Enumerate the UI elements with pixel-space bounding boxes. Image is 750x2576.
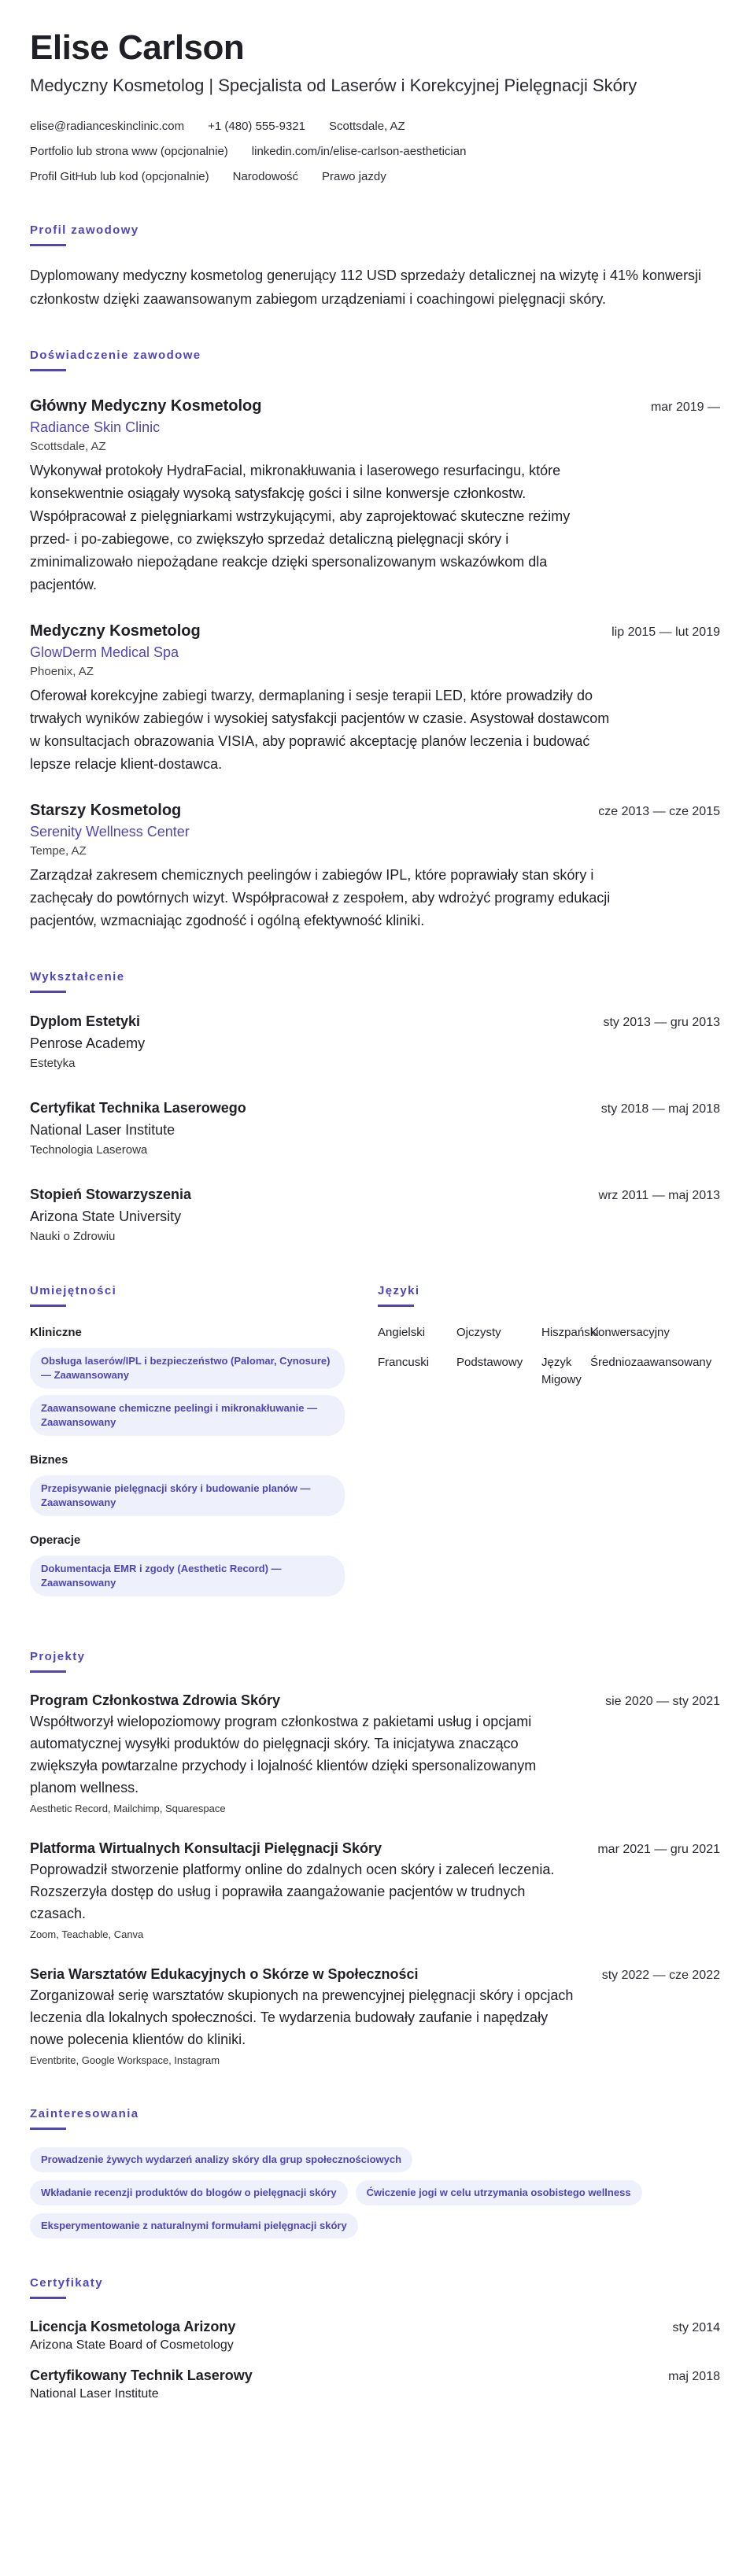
job-location: Phoenix, AZ: [30, 665, 94, 678]
experience-section: [30, 347, 720, 932]
candidate-title: Medyczny Kosmetolog | Specjalista od Laserów i Korekcyjnej Pielęgnacji Skóry: [30, 76, 637, 95]
job-date: mar 2019 —: [650, 400, 720, 414]
education-entry: [30, 1183, 720, 1246]
job-title: Główny Medyczny Kosmetolog: [30, 397, 262, 415]
job-company: Serenity Wellness Center: [30, 824, 190, 840]
project-tools: Aesthetic Record, Mailchimp, Squarespace: [30, 1803, 226, 1814]
skill-group: [30, 1324, 371, 1436]
projects-section: [30, 1648, 720, 2069]
language-name: Hiszpański: [541, 1326, 599, 1339]
language-name: Język Migowy: [541, 1356, 582, 1386]
contact-linkedin[interactable]: linkedin.com/in/elise-carlson-aesthetician: [251, 145, 467, 158]
certificate-issuer: National Laser Institute: [30, 2387, 159, 2401]
project-tools: Zoom, Teachable, Canva: [30, 1928, 144, 1940]
job-entry: [30, 620, 720, 776]
certificate-name: Certyfikowany Technik Laserowy: [30, 2367, 253, 2383]
contact-phone[interactable]: +1 (480) 555-9321: [208, 120, 305, 133]
skill-group: [30, 1452, 371, 1516]
education-date: sty 2018 — maj 2018: [600, 1102, 720, 1116]
section-heading: Języki: [378, 1284, 420, 1297]
project-date: sty 2022 — cze 2022: [601, 1969, 720, 1982]
skill-tag: Przepisywanie pielęgnacji skóry i budowanie planów — Zaawansowany: [30, 1475, 345, 1516]
job-date: lip 2015 — lut 2019: [611, 626, 720, 639]
project-description: Zorganizował serię warsztatów skupionych na prewencyjnej pielęgnacji skóry i opcjach leczenia dla lokalnych społeczności. Te wydarzenia budowały zaufanie i napędzały nowe polecenia klientów do kliniki.: [30, 1987, 574, 2047]
job-title: Starszy Kosmetolog: [30, 802, 182, 819]
contact-row-2: [30, 143, 720, 161]
skill-tag: Dokumentacja EMR i zgody (Aesthetic Record) — Zaawansowany: [30, 1556, 345, 1596]
interests-list: [30, 2147, 707, 2238]
language-row: [378, 1354, 720, 1389]
contact-driving-license: Prawo jazdy: [322, 170, 386, 183]
project-tools: Eventbrite, Google Workspace, Instagram: [30, 2054, 220, 2066]
interest-tag: Prowadzenie żywych wydarzeń analizy skóry dla grup społecznościowych: [30, 2147, 412, 2172]
job-description: Oferował korekcyjne zabiegi twarzy, dermaplaning i sesje terapii LED, które prowadziły do trwałych wyników zabiegów i wysokiej satysfakcji pacjentów w czasie. Asystował dostawcom w konsultacjach obrazowania VISIA, aby poprawić akceptację planów leczenia i budować lepsze relacje klient-dostawca.: [30, 688, 610, 772]
section-heading: Doświadczenie zawodowe: [30, 349, 201, 362]
project-description: Współtworzył wielopoziomowy program członkostwa z pakietami usług i opcjami automatycznej wysyłki produktów do pielęgnacji skóry. Ta inicjatywa znacząco zwiększyła powtarzalne przychody i lojalność klientów dzięki spersonalizowanym planom wellness.: [30, 1714, 537, 1795]
job-date: cze 2013 — cze 2015: [598, 805, 720, 818]
education-date: wrz 2011 — maj 2013: [598, 1189, 720, 1202]
candidate-name: Elise Carlson: [30, 28, 245, 67]
job-company: Radiance Skin Clinic: [30, 419, 161, 435]
education-degree: Stopień Stowarzyszenia: [30, 1187, 192, 1202]
education-school: National Laser Institute: [30, 1122, 175, 1138]
contact-row-1: [30, 118, 720, 135]
language-row: [378, 1324, 720, 1342]
section-divider: [30, 369, 66, 371]
contact-nationality: Narodowość: [232, 170, 298, 183]
interests-section: [30, 2105, 720, 2238]
job-description: Zarządzał zakresem chemicznych peelingów i zabiegów IPL, które poprawiały stan skóry i zachęcały do powtórnych wizyt. Współpracował z zespołem, aby wdrożyć programy edukacji pacjentów, wzmacniając zgodność i ogólną efektywność kliniki.: [30, 867, 611, 928]
project-date: mar 2021 — gru 2021: [597, 1843, 720, 1856]
project-title: Program Członkostwa Zdrowia Skóry: [30, 1692, 281, 1708]
interest-tag: Wkładanie recenzji produktów do blogów o pielęgnacji skóry: [30, 2180, 348, 2205]
section-divider: [30, 1670, 66, 1673]
job-location: Scottsdale, AZ: [30, 440, 106, 453]
contact-portfolio[interactable]: Portfolio lub strona www (opcjonalnie): [30, 145, 228, 158]
section-heading: Zainteresowania: [30, 2107, 139, 2120]
project-entry: [30, 1690, 720, 1818]
education-entry: [30, 1010, 720, 1073]
section-divider: [378, 1305, 414, 1307]
project-entry: [30, 1964, 720, 2069]
skills-languages-row: [30, 1282, 720, 1612]
education-degree: Certyfikat Technika Laserowego: [30, 1100, 246, 1116]
certificate-issuer: Arizona State Board of Cosmetology: [30, 2338, 234, 2352]
education-degree: Dyplom Estetyki: [30, 1013, 141, 1029]
job-description: Wykonywał protokoły HydraFacial, mikronakłuwania i laserowego resurfacingu, które konsekwentnie osiągały wysoką satysfakcję gości i silne konwersje członkostw. Współpracował z pielęgniarkami wstrzykującymi, aby zaprojektować skuteczne reżimy przed- i po-zabiegowe, co zwiększyło sprzedaż detaliczną pielęgnacji skóry i zminimalizowało niepożądane reakcje dzięki spersonalizowanym wskazówkom dla pacjentów.: [30, 463, 571, 592]
job-entry: [30, 395, 720, 596]
language-name: Angielski: [378, 1326, 426, 1339]
job-location: Tempe, AZ: [30, 844, 87, 858]
section-divider: [30, 2128, 66, 2130]
job-entry: [30, 799, 720, 932]
skill-tag: Obsługa laserów/IPL i bezpieczeństwo (Palomar, Cynosure) — Zaawansowany: [30, 1348, 345, 1389]
certificate-date: maj 2018: [668, 2370, 720, 2383]
interest-tag: Eksperymentowanie z naturalnymi formułami pielęgnacji skóry: [30, 2213, 358, 2238]
section-heading: Projekty: [30, 1650, 86, 1663]
section-divider: [30, 244, 66, 246]
education-date: sty 2013 — gru 2013: [603, 1016, 720, 1029]
language-level: Konwersacyjny: [590, 1326, 670, 1339]
certificate-entry: [30, 2316, 720, 2354]
education-entry: [30, 1097, 720, 1160]
section-heading: Wykształcenie: [30, 970, 125, 984]
education-school: Penrose Academy: [30, 1035, 146, 1051]
languages-section: [378, 1282, 720, 1612]
profile-section: [30, 222, 720, 311]
certificates-section: [30, 2275, 720, 2403]
section-heading: Umiejętności: [30, 1284, 117, 1297]
certificate-date: sty 2014: [672, 2321, 720, 2334]
section-heading: Profil zawodowy: [30, 223, 139, 237]
education-school: Arizona State University: [30, 1209, 182, 1224]
education-field: Estetyka: [30, 1057, 76, 1070]
section-divider: [30, 991, 66, 993]
job-title: Medyczny Kosmetolog: [30, 622, 201, 640]
certificate-name: Licencja Kosmetologa Arizony: [30, 2319, 236, 2334]
skill-group-title: Biznes: [30, 1453, 68, 1467]
interest-tag: Ćwiczenie jogi w celu utrzymania osobistego wellness: [356, 2180, 642, 2205]
profile-summary: Dyplomowany medyczny kosmetolog generujący 112 USD sprzedaży detalicznej na wizytę i 41% konwersji członkostw dzięki zaawansowanym zabiegom urządzeniami i coachingowi pielęgnacji skóry.: [30, 268, 702, 307]
section-heading: Certyfikaty: [30, 2276, 103, 2290]
education-field: Nauki o Zdrowiu: [30, 1230, 116, 1243]
contact-github[interactable]: Profil GitHub lub kod (opcjonalnie): [30, 170, 209, 183]
certificate-entry: [30, 2365, 720, 2403]
project-description: Poprowadził stworzenie platformy online do zdalnych ocen skóry i zaleceń leczenia. Rozszerzyła dostęp do usług i poprawiła zaangażowanie pacjentów w trudnych czasach.: [30, 1862, 555, 1921]
skill-tag: Zaawansowane chemiczne peelingi i mikronakłuwanie — Zaawansowany: [30, 1395, 345, 1436]
skill-group-title: Operacje: [30, 1533, 81, 1547]
project-title: Platforma Wirtualnych Konsultacji Pielęgnacji Skóry: [30, 1840, 382, 1856]
skills-section: [30, 1282, 371, 1612]
language-level: Ojczysty: [456, 1326, 501, 1339]
section-divider: [30, 2297, 66, 2299]
education-section: [30, 969, 720, 1246]
project-title: Seria Warsztatów Edukacyjnych o Skórze w Społeczności: [30, 1966, 419, 1982]
contact-email[interactable]: elise@radianceskinclinic.com: [30, 120, 185, 133]
language-level: Podstawowy: [456, 1356, 523, 1369]
project-entry: [30, 1838, 720, 1943]
skill-group-title: Kliniczne: [30, 1326, 82, 1339]
project-date: sie 2020 — sty 2021: [605, 1695, 720, 1708]
job-company: GlowDerm Medical Spa: [30, 644, 179, 660]
contact-row-3: [30, 168, 720, 186]
language-name: Francuski: [378, 1356, 430, 1369]
skill-group: [30, 1532, 371, 1596]
contact-location: Scottsdale, AZ: [329, 120, 405, 133]
education-field: Technologia Laserowa: [30, 1143, 148, 1157]
language-level: Średniozaawansowany: [590, 1356, 712, 1369]
section-divider: [30, 1305, 66, 1307]
